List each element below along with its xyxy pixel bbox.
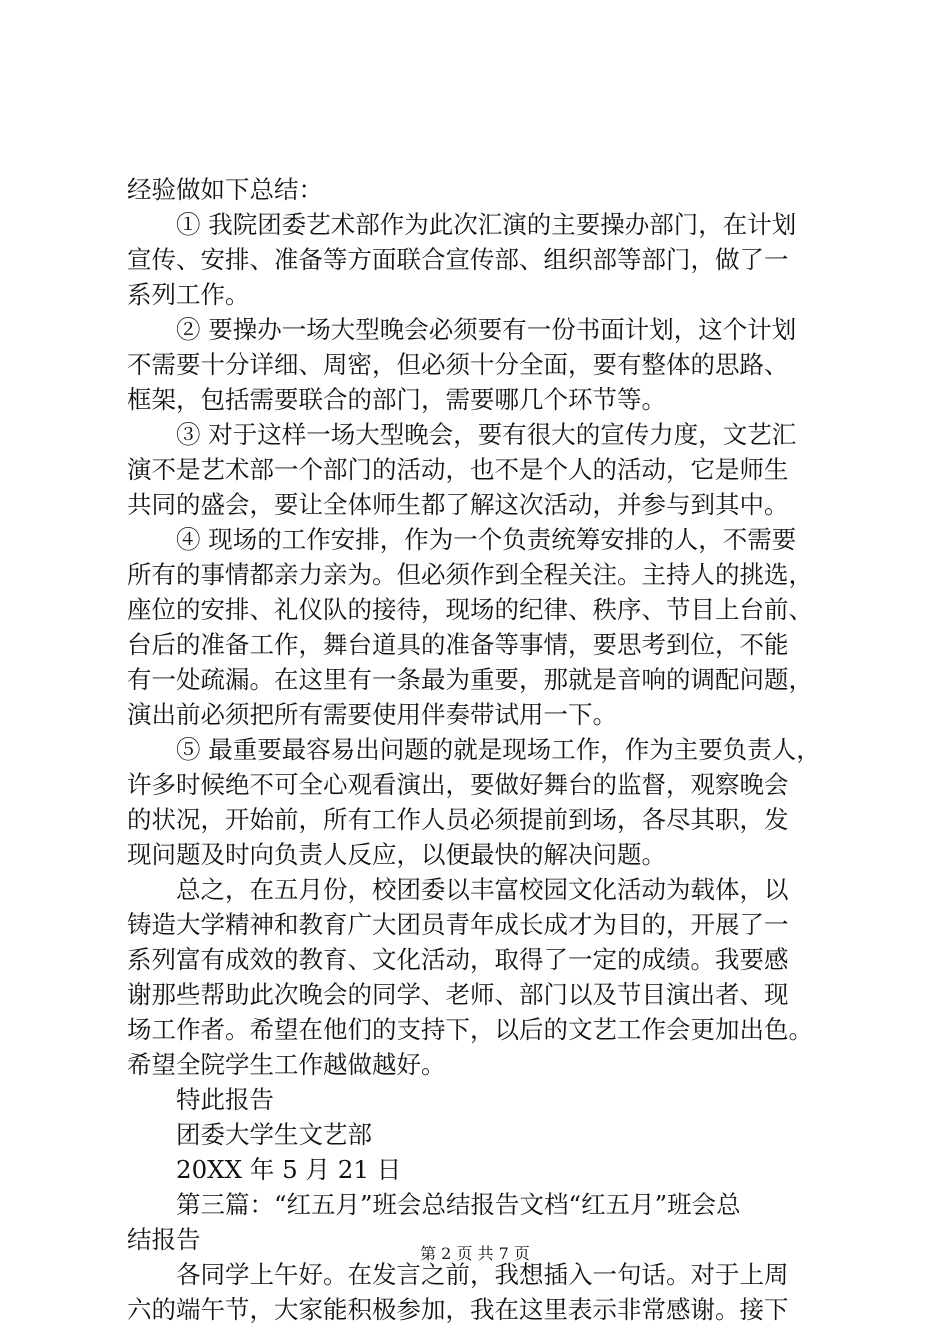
text-line: 20XX 年 5 月 21 日 [176,1155,402,1184]
text-line: ④ 现场的工作安排，作为一个负责统筹安排的人，不需要 [176,525,797,554]
text-line: 谢那些帮助此次晚会的同学、老师、部门以及节目演出者、现 [127,980,789,1009]
text-line: 总之，在五月份，校团委以丰富校园文化活动为载体，以 [176,875,789,904]
text-line: ① 我院团委艺术部作为此次汇演的主要操办部门，在计划 [176,210,797,239]
text-line: 宣传、安排、准备等方面联合宣传部、组织部等部门，做了一 [127,245,789,274]
text-line: 六的端午节，大家能积极参加，我在这里表示非常感谢。接下 [127,1295,789,1324]
text-line: 特此报告 [176,1085,274,1114]
text-line: 演不是艺术部一个部门的活动，也不是个人的活动，它是师生 [127,455,789,484]
page-number: 第 2 页 共 7 页 [420,1244,530,1263]
text-line: 现问题及时向负责人反应，以便最快的解决问题。 [127,840,666,869]
text-line: 有一处疏漏。在这里有一条最为重要，那就是音响的调配问题， [127,665,813,694]
text-line: 座位的安排、礼仪队的接待，现场的纪律、秩序、节目上台前、 [127,595,813,624]
text-line: 台后的准备工作，舞台道具的准备等事情，要思考到位，不能 [127,630,789,659]
text-line: 铸造大学精神和教育广大团员青年成长成才为目的，开展了一 [127,910,789,939]
text-line: 团委大学生文艺部 [176,1120,372,1149]
text-line: 演出前必须把所有需要使用伴奏带试用一下。 [127,700,617,729]
text-line: 共同的盛会，要让全体师生都了解这次活动，并参与到其中。 [127,490,789,519]
text-line: 的状况，开始前，所有工作人员必须提前到场，各尽其职，发 [127,805,789,834]
text-line: 系列工作。 [127,280,250,309]
text-line: ② 要操办一场大型晚会必须要有一份书面计划，这个计划 [176,315,797,344]
section-heading: 结报告 [127,1225,201,1254]
text-line: ③ 对于这样一场大型晚会，要有很大的宣传力度，文艺汇 [176,420,797,449]
text-line: 希望全院学生工作越做越好。 [127,1050,446,1079]
text-line: 所有的事情都亲力亲为。但必须作到全程关注。主持人的挑选， [127,560,813,589]
text-line: 场工作者。希望在他们的支持下，以后的文艺工作会更加出色。 [127,1015,813,1044]
text-line: ⑤ 最重要最容易出问题的就是现场工作，作为主要负责人， [176,735,821,764]
text-line: 框架，包括需要联合的部门，需要哪几个环节等。 [127,385,666,414]
text-line: 不需要十分详细、周密，但必须十分全面，要有整体的思路、 [127,350,789,379]
text-line: 系列富有成效的教育、文化活动，取得了一定的成绩。我要感 [127,945,789,974]
text-line: 许多时候绝不可全心观看演出，要做好舞台的监督，观察晚会 [127,770,789,799]
document-body [127,172,845,1327]
text-line: 各同学上午好。在发言之前，我想插入一句话。对于上周 [176,1260,789,1289]
section-heading: 第三篇：“红五月”班会总结报告文档“红五月”班会总 [176,1190,741,1219]
text-line: 经验做如下总结： [127,175,323,204]
